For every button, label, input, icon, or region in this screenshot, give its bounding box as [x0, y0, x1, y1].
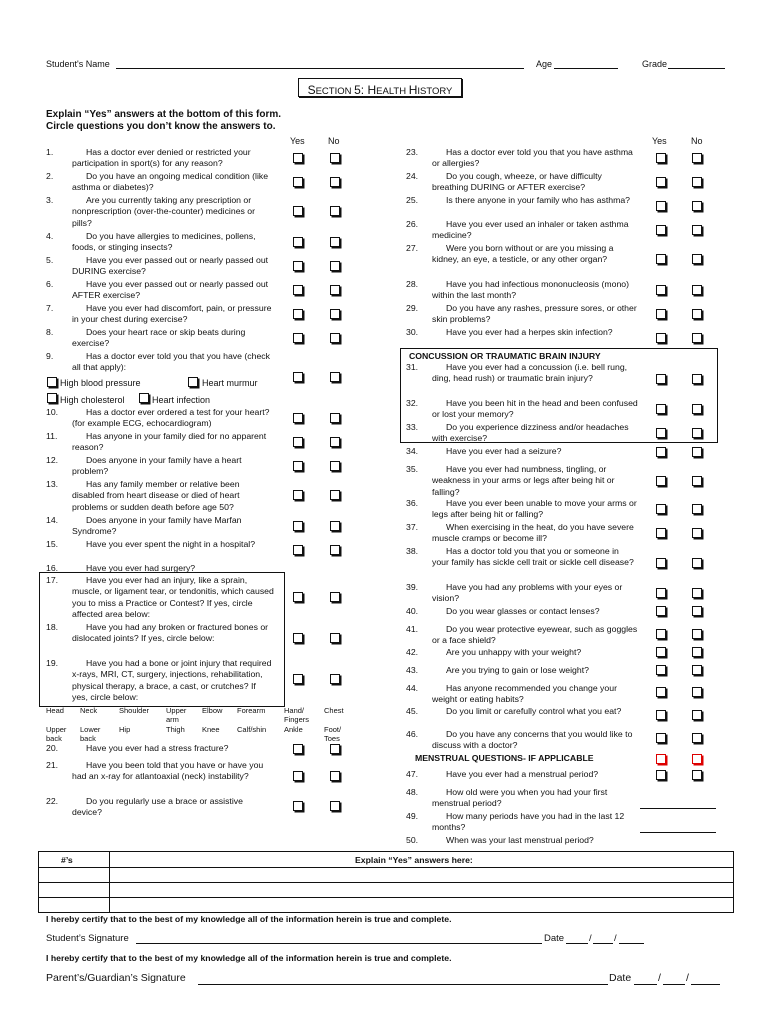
q21-no-checkbox[interactable] [330, 771, 340, 781]
question-6: 6. Have you ever passed out or nearly passed out AFTER exercise? [46, 279, 269, 301]
parent-signature-field[interactable] [198, 984, 608, 985]
q33-yes-checkbox[interactable] [656, 428, 666, 438]
question-12: 12. Does anyone in your family have a heart problem? [46, 455, 242, 477]
q46-yes-checkbox[interactable] [656, 733, 666, 743]
question-4: 4. Do you have allergies to medicines, pollens, foods, or stinging insects? [46, 231, 256, 253]
q45-yes-checkbox[interactable] [656, 710, 666, 720]
q3-yes-checkbox[interactable] [293, 206, 303, 216]
q4-yes-checkbox[interactable] [293, 237, 303, 247]
q42-no-checkbox[interactable] [692, 647, 702, 657]
q9-high-cholesterol-label: High cholesterol [60, 395, 125, 405]
question-17: 17. Have you ever had an injury, like a sprain, muscle, or ligament tear, or tendonitis, which caused you to miss a Practice or Contest? If yes, circle affected area below: [46, 575, 274, 620]
question-33: 33. Do you experience dizziness and/or headaches with exercise? [406, 422, 629, 444]
student-name-field[interactable] [116, 68, 524, 69]
parent-date-day[interactable] [663, 984, 685, 985]
q8-yes-checkbox[interactable] [293, 333, 303, 343]
question-18: 18. Have you had any broken or fractured bones or dislocated joints? If yes, circle below: [46, 622, 269, 644]
question-40: 40. Do you wear glasses or contact lenses? [406, 606, 600, 616]
question-44: 44. Has anyone recommended you change your weight or eating habits? [406, 683, 617, 705]
parent-certify-text: I hereby certify that to the best of my knowledge all of the information herein is true and complete. [46, 953, 452, 963]
q1-yes-checkbox[interactable] [293, 153, 303, 163]
q20-yes-checkbox[interactable] [293, 744, 303, 754]
question-15: 15. Have you ever spent the night in a hospital? [46, 539, 256, 549]
body-part-lower-back[interactable]: Lower back [80, 725, 101, 743]
concussion-header: CONCUSSION OR TRAUMATIC BRAIN INJURY [409, 351, 601, 361]
q30-yes-checkbox[interactable] [656, 333, 666, 343]
question-21: 21. Have you been told that you have or have you had an x-ray for atlantoaxial (neck) instability? [46, 760, 264, 782]
right-yes-header: Yes [652, 136, 667, 146]
q35-yes-checkbox[interactable] [656, 476, 666, 486]
question-16: 16. Have you ever had surgery? [46, 563, 196, 573]
q20-no-checkbox[interactable] [330, 744, 340, 754]
question-24: 24. Do you cough, wheeze, or have difficulty breathing DURING or AFTER exercise? [406, 171, 602, 193]
question-45: 45. Do you limit or carefully control what you eat? [406, 706, 622, 716]
q9-heart-murmur-checkbox[interactable] [188, 377, 198, 387]
q12-no-checkbox[interactable] [330, 461, 340, 471]
question-29: 29. Do you have any rashes, pressure sores, or other skin problems? [406, 303, 637, 325]
student-date-sep-2: / [614, 933, 617, 944]
question-14: 14. Does anyone in your family have Marfan Syndrome? [46, 515, 242, 537]
body-part-upper-back[interactable]: Upper back [46, 725, 67, 743]
student-date-year[interactable] [619, 943, 644, 944]
q32-yes-checkbox[interactable] [656, 404, 666, 414]
question-1: 1. Has a doctor ever denied or restricted your participation in sport(s) for any reason? [46, 147, 251, 169]
body-part-calf[interactable]: Calf/shin [237, 725, 267, 734]
question-32: 32. Have you been hit in the head and been confused or lost your memory? [406, 398, 638, 420]
question-25: 25. Is there anyone in your family who has asthma? [406, 195, 630, 205]
student-signature-label: Student’s Signature [46, 933, 129, 944]
q27-yes-checkbox[interactable] [656, 254, 666, 264]
q46-no-checkbox[interactable] [692, 733, 702, 743]
question-7: 7. Have you ever had discomfort, pain, or pressure in your chest during exercise? [46, 303, 272, 325]
question-22: 22. Do you regularly use a brace or assistive device? [46, 796, 243, 818]
section-title: SECTION 5: HEALTH HISTORY [307, 83, 453, 97]
q19-no-checkbox[interactable] [330, 674, 340, 684]
body-part-ankle[interactable]: Ankle [284, 725, 303, 734]
parent-date-year[interactable] [691, 984, 720, 985]
student-signature-field[interactable] [136, 943, 542, 944]
question-36: 36. Have you ever been unable to move your arms or legs after being hit or falling? [406, 498, 637, 520]
q27-no-checkbox[interactable] [692, 254, 702, 264]
body-part-chest[interactable]: Chest [324, 706, 344, 715]
body-part-elbow[interactable]: Elbow [202, 706, 223, 715]
q14-yes-checkbox[interactable] [293, 521, 303, 531]
q10-yes-checkbox[interactable] [293, 413, 303, 423]
q30-no-checkbox[interactable] [692, 333, 702, 343]
q10-no-checkbox[interactable] [330, 413, 340, 423]
q26-yes-checkbox[interactable] [656, 225, 666, 235]
q18-yes-checkbox[interactable] [293, 633, 303, 643]
q25-no-checkbox[interactable] [692, 201, 702, 211]
q37-no-checkbox[interactable] [692, 528, 702, 538]
left-no-header: No [328, 136, 340, 146]
q49-answer-field[interactable] [640, 832, 716, 833]
menstrual-no-checkbox[interactable] [692, 754, 702, 764]
parent-date-label: Date [609, 972, 632, 984]
q5-no-checkbox[interactable] [330, 261, 340, 271]
q2-yes-checkbox[interactable] [293, 177, 303, 187]
left-yes-header: Yes [290, 136, 305, 146]
q13-yes-checkbox[interactable] [293, 490, 303, 500]
q43-yes-checkbox[interactable] [656, 665, 666, 675]
q4-no-checkbox[interactable] [330, 237, 340, 247]
q21-yes-checkbox[interactable] [293, 771, 303, 781]
question-10: 10. Has a doctor ever ordered a test for your heart? (for example ECG, echocardiogram) [46, 407, 270, 429]
q42-yes-checkbox[interactable] [656, 647, 666, 657]
q22-no-checkbox[interactable] [330, 801, 340, 811]
q48-answer-field[interactable] [640, 808, 716, 809]
q39-no-checkbox[interactable] [692, 588, 702, 598]
question-39: 39. Have you had any problems with your eyes or vision? [406, 582, 623, 604]
q33-no-checkbox[interactable] [692, 428, 702, 438]
q3-no-checkbox[interactable] [330, 206, 340, 216]
question-50: 50. When was your last menstrual period? [406, 835, 594, 845]
question-46: 46. Do you have any concerns that you would like to discuss with a doctor? [406, 729, 633, 751]
age-label: Age [536, 59, 553, 69]
body-part-knee[interactable]: Knee [202, 725, 220, 734]
q47-no-checkbox[interactable] [692, 770, 702, 780]
q9-yes-checkbox[interactable] [293, 372, 303, 382]
q14-no-checkbox[interactable] [330, 521, 340, 531]
student-date-month[interactable] [566, 943, 588, 944]
age-field[interactable] [554, 68, 618, 69]
body-part-head[interactable]: Head [46, 706, 64, 715]
body-part-foot[interactable]: Foot/ Toes [324, 725, 342, 743]
question-5: 5. Have you ever passed out or nearly passed out DURING exercise? [46, 255, 269, 277]
parent-date-sep-1: / [658, 972, 661, 984]
q28-yes-checkbox[interactable] [656, 285, 666, 295]
question-43: 43. Are you trying to gain or lose weight? [406, 665, 589, 675]
question-49: 49. How many periods have you had in the last 12 months? [406, 811, 625, 833]
grade-field[interactable] [668, 68, 725, 69]
question-3: 3. Are you currently taking any prescription or nonprescription (over-the-counter) medicines or pills? [46, 195, 256, 228]
instructions: Explain “Yes” answers at the bottom of this form. Circle questions you don’t know the answers to. [46, 109, 282, 132]
q45-no-checkbox[interactable] [692, 710, 702, 720]
body-part-shoulder[interactable]: Shoulder [119, 706, 150, 715]
parent-date-month[interactable] [634, 984, 657, 985]
q43-no-checkbox[interactable] [692, 665, 702, 675]
student-certify-text: I hereby certify that to the best of my knowledge all of the information herein is true and complete. [46, 914, 452, 924]
question-19: 19. Have you had a bone or joint injury that required x-rays, MRI, CT, surgery, injections, rehabilitation, physical therapy, a brace, a cast, or crutches? If yes, circle below: [46, 658, 272, 703]
question-8: 8. Does your heart race or skip beats during exercise? [46, 327, 246, 349]
student-date-label: Date [544, 933, 565, 944]
q40-yes-checkbox[interactable] [656, 606, 666, 616]
q15-yes-checkbox[interactable] [293, 545, 303, 555]
question-35: 35. Have you ever had numbness, tingling, or weakness in your arms or legs after being hit or falling? [406, 464, 615, 497]
question-37: 37. When exercising in the heat, do you have severe muscle cramps or become ill? [406, 522, 634, 544]
q38-yes-checkbox[interactable] [656, 558, 666, 568]
q9-heart-murmur-label: Heart murmur [202, 378, 258, 388]
q15-no-checkbox[interactable] [330, 545, 340, 555]
question-38: 38. Has a doctor told you that you or someone in your family has sickle cell trait or sickle cell disease? [406, 546, 634, 568]
q34-no-checkbox[interactable] [692, 447, 702, 457]
q9-high-bp-label: High blood pressure [60, 378, 141, 388]
parent-date-sep-2: / [686, 972, 689, 984]
question-42: 42. Are you unhappy with your weight? [406, 647, 582, 657]
q25-yes-checkbox[interactable] [656, 201, 666, 211]
menstrual-header: MENSTRUAL QUESTIONS- IF APPLICABLE [415, 753, 594, 763]
q9-heart-infection-label: Heart infection [152, 395, 211, 405]
q31-yes-checkbox[interactable] [656, 374, 666, 384]
question-28: 28. Have you had infectious mononucleosis (mono) within the last month? [406, 279, 630, 301]
question-20: 20. Have you ever had a stress fracture? [46, 743, 229, 753]
q1-no-checkbox[interactable] [330, 153, 340, 163]
explain-col-numbers: #’s [61, 855, 73, 865]
question-11: 11. Has anyone in your family died for no apparent reason? [46, 431, 267, 453]
question-9: 9. Has a doctor ever told you that you have (check all that apply): [46, 351, 270, 373]
q38-no-checkbox[interactable] [692, 558, 702, 568]
q40-no-checkbox[interactable] [692, 606, 702, 616]
q6-no-checkbox[interactable] [330, 285, 340, 295]
q11-yes-checkbox[interactable] [293, 437, 303, 447]
q9-no-checkbox[interactable] [330, 372, 340, 382]
q7-yes-checkbox[interactable] [293, 309, 303, 319]
question-48: 48. How old were you when you had your first menstrual period? [406, 787, 608, 809]
q6-yes-checkbox[interactable] [293, 285, 303, 295]
q16-17-yes-checkbox[interactable] [293, 592, 303, 602]
q18-no-checkbox[interactable] [330, 633, 340, 643]
student-date-day[interactable] [593, 943, 613, 944]
q47-yes-checkbox[interactable] [656, 770, 666, 780]
q26-no-checkbox[interactable] [692, 225, 702, 235]
q16-17-no-checkbox[interactable] [330, 592, 340, 602]
q35-no-checkbox[interactable] [692, 476, 702, 486]
q22-yes-checkbox[interactable] [293, 801, 303, 811]
question-34: 34. Have you ever had a seizure? [406, 446, 562, 456]
q44-yes-checkbox[interactable] [656, 687, 666, 697]
q34-yes-checkbox[interactable] [656, 447, 666, 457]
q9-high-bp-checkbox[interactable] [47, 377, 57, 387]
explain-row-1[interactable] [110, 868, 732, 882]
q2-no-checkbox[interactable] [330, 177, 340, 187]
q13-no-checkbox[interactable] [330, 490, 340, 500]
question-26: 26. Have you ever used an inhaler or taken asthma medicine? [406, 219, 629, 241]
explain-table [38, 851, 734, 913]
question-30: 30. Have you ever had a herpes skin infection? [406, 327, 613, 337]
q9-high-cholesterol-checkbox[interactable] [47, 393, 57, 403]
student-date-sep-1: / [589, 933, 592, 944]
body-part-hip[interactable]: Hip [119, 725, 131, 734]
menstrual-yes-checkbox[interactable] [656, 754, 666, 764]
explain-row-3[interactable] [110, 898, 732, 912]
q44-no-checkbox[interactable] [692, 687, 702, 697]
q7-no-checkbox[interactable] [330, 309, 340, 319]
q36-yes-checkbox[interactable] [656, 504, 666, 514]
question-31: 31. Have you ever had a concussion (i.e. bell rung, ding, head rush) or traumatic brain injury? [406, 362, 628, 384]
q41-yes-checkbox[interactable] [656, 629, 666, 639]
right-no-header: No [691, 136, 703, 146]
question-41: 41. Do you wear protective eyewear, such as goggles or a face shield? [406, 624, 638, 646]
body-part-hand[interactable]: Hand/ Fingers [284, 706, 310, 724]
q41-no-checkbox[interactable] [692, 629, 702, 639]
q29-no-checkbox[interactable] [692, 309, 702, 319]
student-name-label: Student's Name [46, 59, 110, 69]
q12-yes-checkbox[interactable] [293, 461, 303, 471]
question-27: 27. Were you born without or are you missing a kidney, an eye, a testicle, or any other organ? [406, 243, 614, 265]
section-title-box [298, 78, 462, 97]
q23-yes-checkbox[interactable] [656, 153, 666, 163]
q9-heart-infection-checkbox[interactable] [139, 393, 149, 403]
grade-label: Grade [642, 59, 668, 69]
body-part-upper-arm[interactable]: Upper arm [166, 706, 187, 724]
body-part-thigh[interactable]: Thigh [166, 725, 185, 734]
explain-row-2[interactable] [110, 883, 732, 897]
question-47: 47. Have you ever had a menstrual period? [406, 769, 599, 779]
question-23: 23. Has a doctor ever told you that you have asthma or allergies? [406, 147, 633, 169]
q37-yes-checkbox[interactable] [656, 528, 666, 538]
body-part-forearm[interactable]: Forearm [237, 706, 266, 715]
q8-no-checkbox[interactable] [330, 333, 340, 343]
q32-no-checkbox[interactable] [692, 404, 702, 414]
q39-yes-checkbox[interactable] [656, 588, 666, 598]
q29-yes-checkbox[interactable] [656, 309, 666, 319]
explain-col-answers: Explain “Yes” answers here: [355, 855, 473, 865]
q19-yes-checkbox[interactable] [293, 674, 303, 684]
q5-yes-checkbox[interactable] [293, 261, 303, 271]
q23-no-checkbox[interactable] [692, 153, 702, 163]
q31-no-checkbox[interactable] [692, 374, 702, 384]
body-part-neck[interactable]: Neck [80, 706, 98, 715]
q11-no-checkbox[interactable] [330, 437, 340, 447]
q36-no-checkbox[interactable] [692, 504, 702, 514]
q24-no-checkbox[interactable] [692, 177, 702, 187]
question-2: 2. Do you have an ongoing medical condition (like asthma or diabetes)? [46, 171, 269, 193]
question-13: 13. Has any family member or relative been disabled from heart disease or died of heart problems or sudden death before age 50? [46, 479, 240, 512]
parent-signature-label: Parent’s/Guardian’s Signature [46, 972, 186, 984]
q28-no-checkbox[interactable] [692, 285, 702, 295]
q24-yes-checkbox[interactable] [656, 177, 666, 187]
